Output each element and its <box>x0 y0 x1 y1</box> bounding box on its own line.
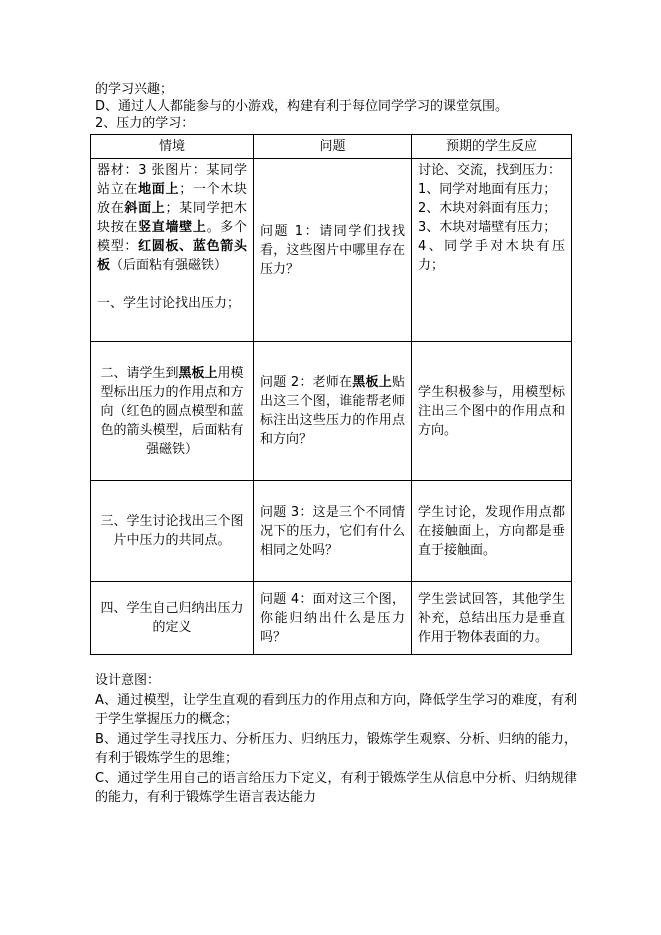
cell-question <box>254 159 412 342</box>
bold-text: 竖直墙壁上 <box>138 220 207 235</box>
text: 一、学生讨论找出压力； <box>97 296 241 311</box>
bold-text: 黑板上 <box>352 375 392 390</box>
intro-block <box>95 81 575 132</box>
text: 问题 2：老师在 <box>260 375 353 390</box>
paragraph <box>97 294 247 313</box>
text: 二、请学生到 <box>100 365 179 381</box>
cell-situation <box>91 582 254 655</box>
text: 四、学生自己归纳出压力的定义 <box>100 601 244 635</box>
intro-line-1: 的学习兴趣； <box>95 82 174 97</box>
text: 用模型标出压力的作用点和方向（红色的圆点模型和蓝色的箭头模型，后面粘有强磁铁） <box>100 365 244 457</box>
text: 问题 1：请同学们找找看，这些图片中哪里存在压力？ <box>260 223 405 277</box>
lesson-table-body <box>91 159 572 655</box>
column-header-question: 问题 <box>254 135 412 159</box>
design-intent-item-b: B、通过学生寻找压力、分析压力、归纳压力，锻炼学生观察、分析、归纳的能力，有利于锻炼学生的思维； <box>95 731 577 766</box>
text: （后面粘有强磁铁） <box>110 258 228 273</box>
cell-response <box>412 582 572 655</box>
cell-situation <box>91 481 254 582</box>
text: 贴出这三个图，谁能帮老师标注出这些压力的作用点和方向？ <box>260 375 405 447</box>
paragraph <box>260 373 405 449</box>
cell-question <box>254 582 412 655</box>
text: 学生积极参与，用模型标注出三个图中的作用点和方向。 <box>418 384 565 438</box>
bold-text: 地面上 <box>138 182 180 197</box>
paragraph <box>97 364 247 459</box>
design-intent-item-c: C、通过学生用自己的语言给压力下定义，有利于锻炼学生从信息中分析、归纳规律的能力，有利于锻炼学生语言表达能力 <box>95 770 577 805</box>
paragraph <box>418 237 565 275</box>
paragraph <box>418 180 565 199</box>
intro-line-2: D、通过人人都能参与的小游戏，构建有利于每位同学学习的课堂氛围。 <box>95 99 509 114</box>
paragraph <box>260 590 405 647</box>
lesson-plan-table <box>90 134 572 655</box>
paragraph <box>418 161 565 180</box>
bold-text: 黑板上 <box>178 365 218 381</box>
text: 三、学生讨论找出三个图片中压力的共同点。 <box>100 514 244 548</box>
text: 学生尝试回答，其他学生补充，总结出压力是垂直作用于物体表面的力。 <box>418 591 565 645</box>
text: 讨论、交流，找到压力： <box>418 163 562 178</box>
text: 。多个模型： <box>97 220 247 254</box>
table-row <box>91 481 572 582</box>
design-intent-title: 设计意图： <box>95 673 161 688</box>
paragraph <box>418 218 565 237</box>
cell-question <box>254 342 412 481</box>
bold-text: 红圆板、蓝色箭头板 <box>97 239 247 273</box>
intro-line-3: 2、压力的学习： <box>95 116 195 131</box>
design-intent-block <box>95 671 577 808</box>
text: 3、木块对墙壁有压力； <box>418 220 557 235</box>
cell-response <box>412 159 572 342</box>
paragraph <box>97 512 247 550</box>
text: 问题 4：面对这三个图，你能归纳出什么是压力吗？ <box>260 591 405 645</box>
cell-question <box>254 481 412 582</box>
text: 1、同学对地面有压力； <box>418 182 557 197</box>
table-row <box>91 582 572 655</box>
cell-situation <box>91 159 254 342</box>
table-row <box>91 159 572 342</box>
paragraph <box>97 599 247 637</box>
table-header-row <box>91 135 572 159</box>
paragraph <box>418 590 565 647</box>
column-header-situation: 情境 <box>91 135 254 159</box>
design-intent-item-a: A、通过模型，让学生直观的看到压力的作用点和方向，降低学生学习的难度，有利于学生掌握压力的概念； <box>95 692 577 727</box>
text: 4、同学手对木块有压力； <box>418 239 565 273</box>
paragraph <box>260 503 405 560</box>
cell-response <box>412 342 572 481</box>
text: ；一个木块放在 <box>97 182 247 216</box>
paragraph <box>418 199 565 218</box>
paragraph <box>418 383 565 440</box>
cell-response <box>412 481 572 582</box>
paragraph <box>97 161 247 275</box>
column-header-response: 预期的学生反应 <box>412 135 572 159</box>
bold-text: 斜面上 <box>124 201 166 216</box>
text: 问题 3：这是三个不同情况下的压力，它们有什么相同之处吗？ <box>260 504 405 558</box>
text: 器材：3 张图片：某同学站立在 <box>97 163 247 197</box>
text: 2、木块对斜面有压力； <box>418 201 557 216</box>
table-row <box>91 342 572 481</box>
text: 学生讨论，发现作用点都在接触面上，方向都是垂直于接触面。 <box>418 504 565 558</box>
cell-situation <box>91 342 254 481</box>
text: ；某同学把木块按在 <box>97 201 247 235</box>
paragraph <box>260 222 405 279</box>
paragraph <box>97 275 247 294</box>
paragraph <box>418 503 565 560</box>
